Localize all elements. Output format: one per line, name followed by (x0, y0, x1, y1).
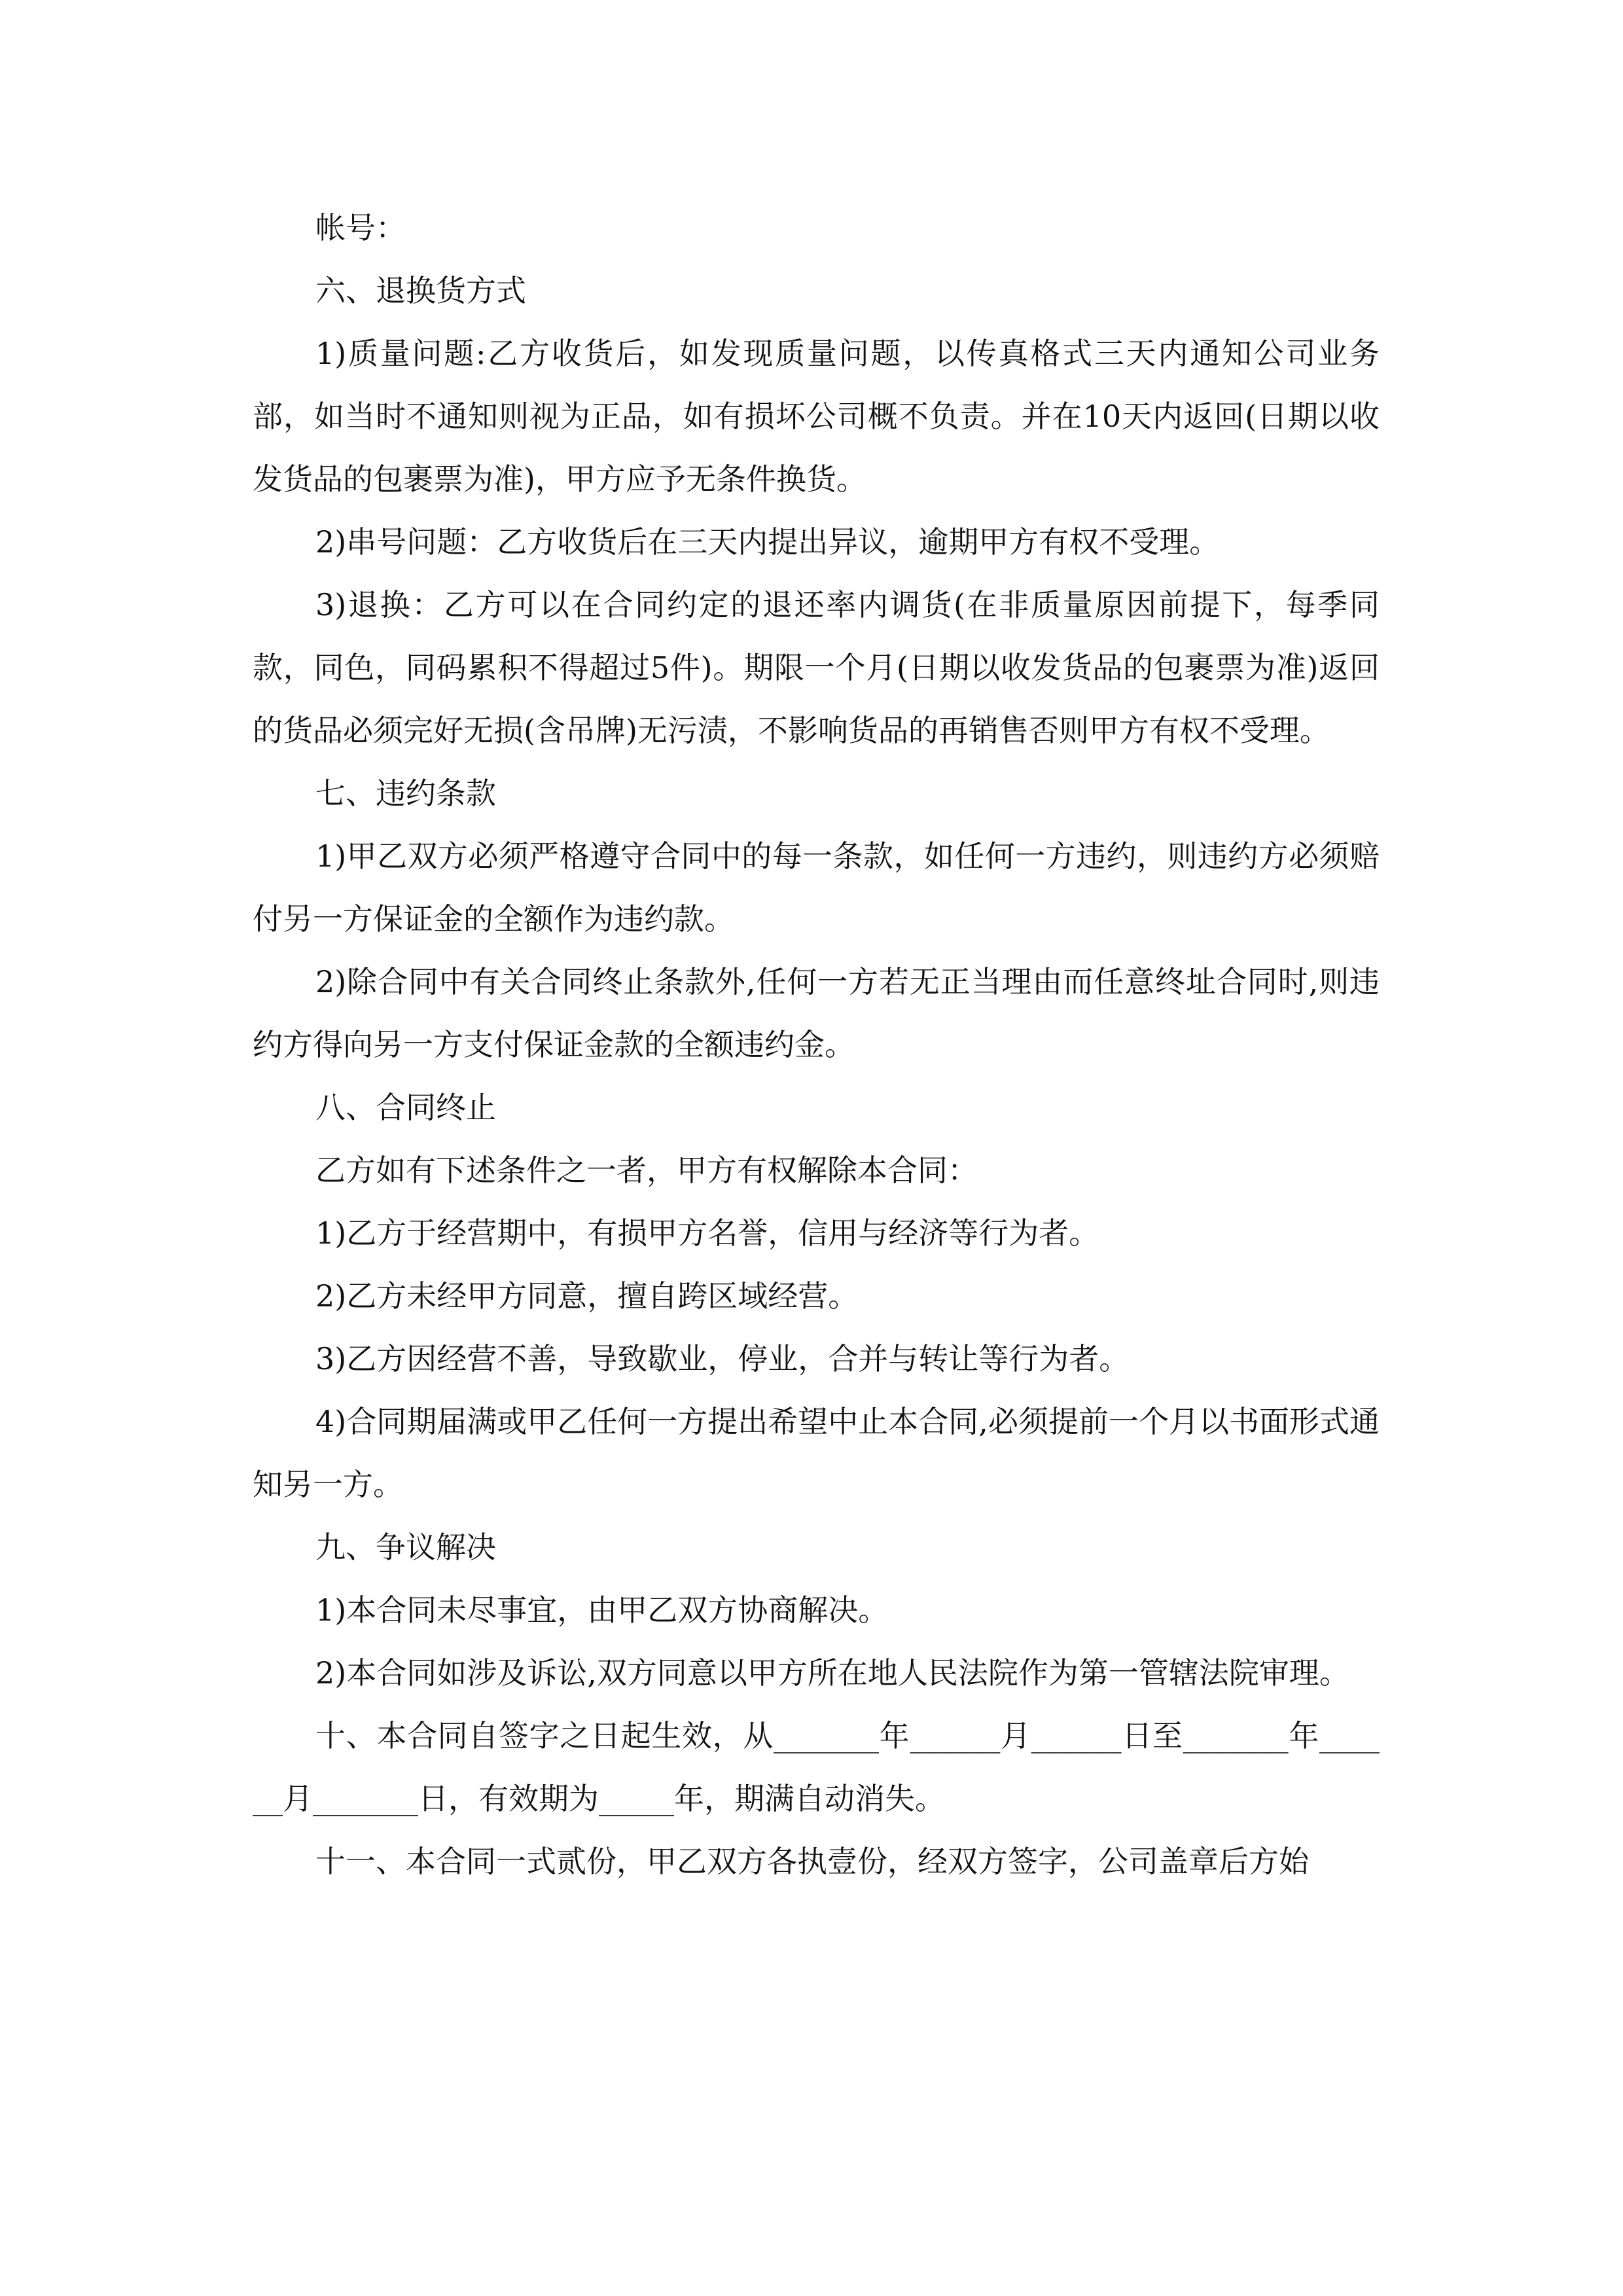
section-heading-return-exchange: 六、退换货方式 (315, 273, 526, 308)
account-number-line: 帐号： (315, 210, 406, 245)
clause-termination-2: 2)乙方未经甲方同意，擅自跨区域经营。 (315, 1278, 859, 1314)
clause-copies: 十一、本合同一式贰份，甲乙双方各执壹份，经双方签字，公司盖章后方始 (315, 1844, 1309, 1879)
clause-termination-4: 4)合同期届满或甲乙任何一方提出希望中止本合同,必须提前一个月以书面形式通知另一方。 (253, 1404, 1380, 1502)
clause-breach-2: 2)除合同中有关合同终止条款外,任何一方若无正当理由而任意终址合同时,则违约方得向另一方支付保证金款的全额违约金。 (253, 964, 1380, 1062)
clause-breach-1: 1)甲乙双方必须严格遵守合同中的每一条款，如任何一方违约，则违约方必须赔付另一方保证金的全额作为违约款。 (253, 838, 1380, 937)
clause-effective-date: 十、本合同自签字之日起生效，从_______年______月______日至_______年______月_______日，有效期为_____年，期满自动消失。 (253, 1718, 1380, 1816)
clause-dispute-1: 1)本合同未尽事宜，由甲乙双方协商解决。 (315, 1592, 889, 1628)
clause-dispute-2: 2)本合同如涉及诉讼,双方同意以甲方所在地人民法院作为第一管辖法院审理。 (315, 1655, 1349, 1691)
document-body (253, 196, 1380, 1893)
clause-quality-issue: 1)质量问题:乙方收货后，如发现质量问题，以传真格式三天内通知公司业务部，如当时不通知则视为正品，如有损坏公司概不负责。并在10天内返回(日期以收发货品的包裹票为准)，甲方应予无条件换货。 (253, 336, 1380, 497)
section-heading-dispute: 九、争议解决 (315, 1530, 496, 1565)
clause-termination-1: 1)乙方于经营期中，有损甲方名誉，信用与经济等行为者。 (315, 1215, 1099, 1251)
clause-serial-number-issue: 2)串号问题：乙方收货后在三天内提出异议，逾期甲方有权不受理。 (315, 524, 1220, 560)
section-heading-termination: 八、合同终止 (315, 1090, 496, 1125)
termination-intro: 乙方如有下述条件之一者，甲方有权解除本合同： (315, 1153, 978, 1188)
section-heading-breach: 七、违约条款 (315, 776, 496, 811)
clause-termination-3: 3)乙方因经营不善，导致歇业，停业，合并与转让等行为者。 (315, 1341, 1130, 1376)
clause-exchange: 3)退换：乙方可以在合同约定的退还率内调货(在非质量原因前提下，每季同款，同色，同码累积不得超过5件)。期限一个月(日期以收发货品的包裹票为准)返回的货品必须完好无损(含吊牌)无污渍，不影响货品的再销售否则甲方有权不受理。 (253, 587, 1380, 748)
